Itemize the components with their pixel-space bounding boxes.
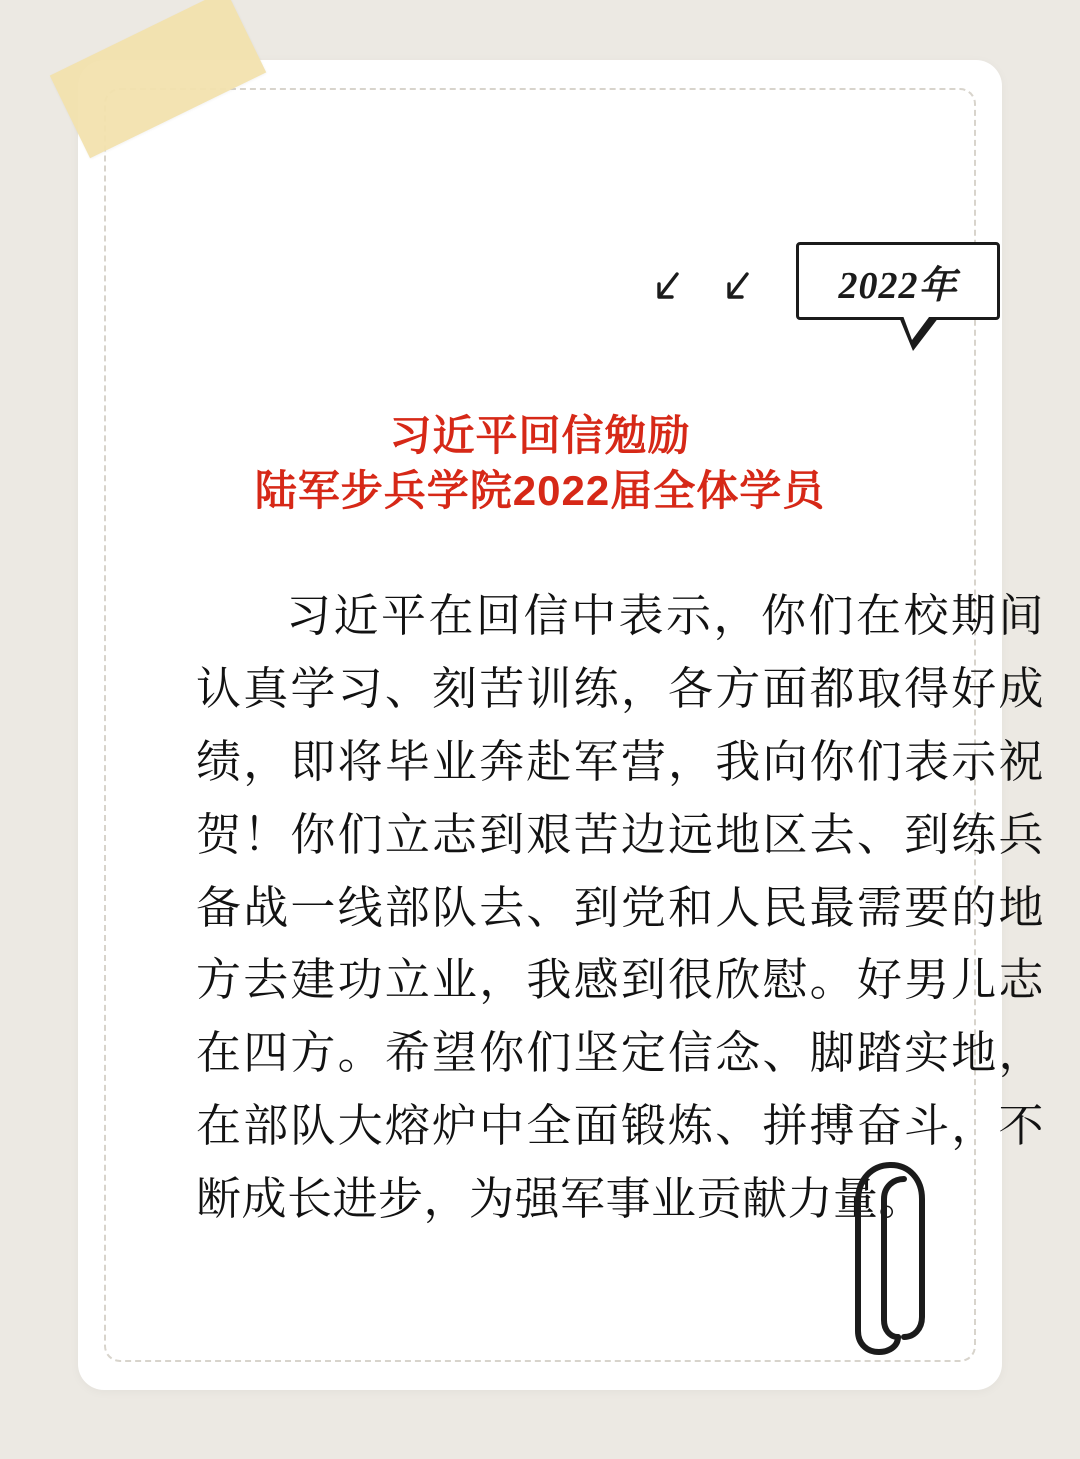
header-row [78,230,1002,350]
body-paragraph: 习近平在回信中表示，你们在校期间认真学习、刻苦训练，各方面都取得好成绩，即将毕业奔赴军营，我向你们表示祝贺！你们立志到艰苦边远地区去、到练兵备战一线部队去、到党和人民最需要的地方去建功立业，我感到很欣慰。好男儿志在四方。希望你们坚定信念、脚踏实地，在部队大熔炉中全面锻炼、拼搏奋斗，不断成长进步，为强军事业贡献力量。 [196,590,1044,1225]
paperclip-icon [820,1141,930,1356]
paper-card [78,60,1044,1390]
arrow-down-left-icon [714,266,760,312]
year-badge [796,242,1000,320]
page-title-line-2: 陆军步兵学院2022届全体学员 [254,467,826,515]
page-title [78,408,1002,519]
page-title-line-1: 习近平回信勉励 [389,412,691,459]
year-badge-label: 2022年 [838,264,958,307]
arrow-down-left-icon [644,266,690,312]
